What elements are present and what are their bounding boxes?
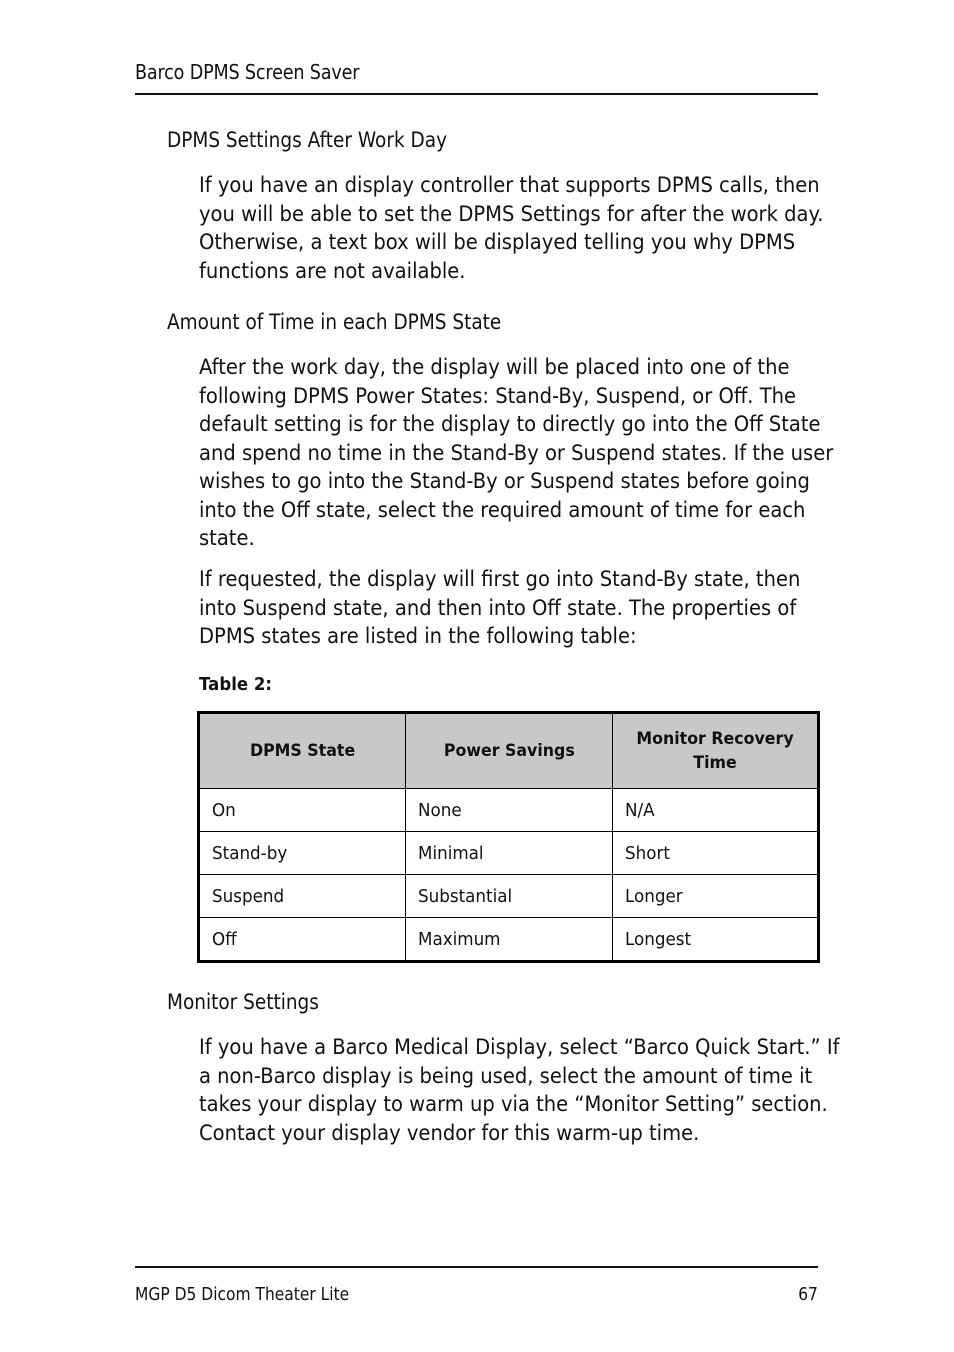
text-line: If requested, the display will first go into Stand-By state, then xyxy=(199,567,801,591)
column-header-label: Monitor Recovery Time xyxy=(636,729,794,773)
table-cell xyxy=(613,789,819,832)
table-row xyxy=(199,875,819,918)
cell-text: Stand-by xyxy=(212,842,288,864)
table-cell xyxy=(613,918,819,962)
column-header-dpms-state xyxy=(199,713,406,789)
column-header-label: DPMS State xyxy=(249,741,356,761)
running-header: Barco DPMS Screen Saver xyxy=(135,60,360,84)
cell-text: Longer xyxy=(625,885,683,907)
cell-text: On xyxy=(212,799,236,821)
cell-text: Off xyxy=(212,928,237,950)
text-line: If you have a Barco Medical Display, select “Barco Quick Start.” If xyxy=(199,1035,840,1059)
text-line: If you have an display controller that supports DPMS calls, then xyxy=(199,173,820,197)
paragraph-time-in-state-1 xyxy=(199,353,834,553)
table-header-row xyxy=(199,713,819,789)
heading-after-work-day: DPMS Settings After Work Day xyxy=(167,128,448,152)
text-line: Otherwise, a text box will be displayed telling you why DPMS xyxy=(199,230,796,254)
cell-text: Suspend xyxy=(212,885,285,907)
cell-text: N/A xyxy=(625,799,655,821)
text-line: wishes to go into the Stand-By or Suspend states before going xyxy=(199,469,810,493)
table-row xyxy=(199,832,819,875)
footer-doc-title: MGP D5 Dicom Theater Lite xyxy=(135,1284,350,1305)
table-cell xyxy=(406,789,613,832)
heading-monitor-settings: Monitor Settings xyxy=(167,990,319,1014)
dpms-states-table xyxy=(197,711,820,963)
table-cell xyxy=(406,875,613,918)
cell-text: Maximum xyxy=(418,928,501,950)
heading-time-in-state: Amount of Time in each DPMS State xyxy=(167,310,502,334)
table-cell xyxy=(199,875,406,918)
text-line: DPMS states are listed in the following table: xyxy=(199,624,637,648)
text-line: you will be able to set the DPMS Settings for after the work day. xyxy=(199,201,824,226)
cell-text: Longest xyxy=(625,928,692,950)
text-line: After the work day, the display will be placed into one of the xyxy=(199,355,790,379)
page-number: 67 xyxy=(798,1284,818,1305)
text-line: and spend no time in the Stand-By or Suspend states. If the user xyxy=(199,440,834,465)
table-cell xyxy=(406,832,613,875)
text-line: into Suspend state, and then into Off state. The properties of xyxy=(199,595,797,620)
text-line: state. xyxy=(199,526,255,550)
text-line: following DPMS Power States: Stand-By, Suspend, or Off. The xyxy=(199,383,797,408)
text-line: Contact your display vendor for this warm-up time. xyxy=(199,1120,700,1145)
footer-rule xyxy=(135,1266,818,1268)
header-rule xyxy=(135,93,818,95)
text-line: a non-Barco display is being used, select the amount of time it xyxy=(199,1063,813,1088)
cell-text: Minimal xyxy=(418,842,484,864)
table-cell xyxy=(199,832,406,875)
table-row xyxy=(199,918,819,962)
text-line: takes your display to warm up via the “Monitor Setting” section. xyxy=(199,1092,828,1116)
table-cell xyxy=(613,875,819,918)
column-header-power-savings xyxy=(406,713,613,789)
text-line: into the Off state, select the required amount of time for each xyxy=(199,497,806,522)
cell-text: Substantial xyxy=(418,885,513,907)
cell-text: None xyxy=(418,799,462,821)
table-cell xyxy=(199,789,406,832)
column-header-recovery-time xyxy=(613,713,819,789)
paragraph-time-in-state-2 xyxy=(199,565,801,651)
cell-text: Short xyxy=(625,842,670,864)
table-row xyxy=(199,789,819,832)
table-cell xyxy=(199,918,406,962)
column-header-label: Power Savings xyxy=(443,741,575,761)
paragraph-after-work-day xyxy=(199,171,824,285)
text-line: functions are not available. xyxy=(199,258,466,283)
table-cell xyxy=(406,918,613,962)
paragraph-monitor-settings xyxy=(199,1033,840,1147)
table-cell xyxy=(613,832,819,875)
text-line: default setting is for the display to directly go into the Off State xyxy=(199,412,821,436)
table-caption: Table 2: xyxy=(199,674,273,695)
